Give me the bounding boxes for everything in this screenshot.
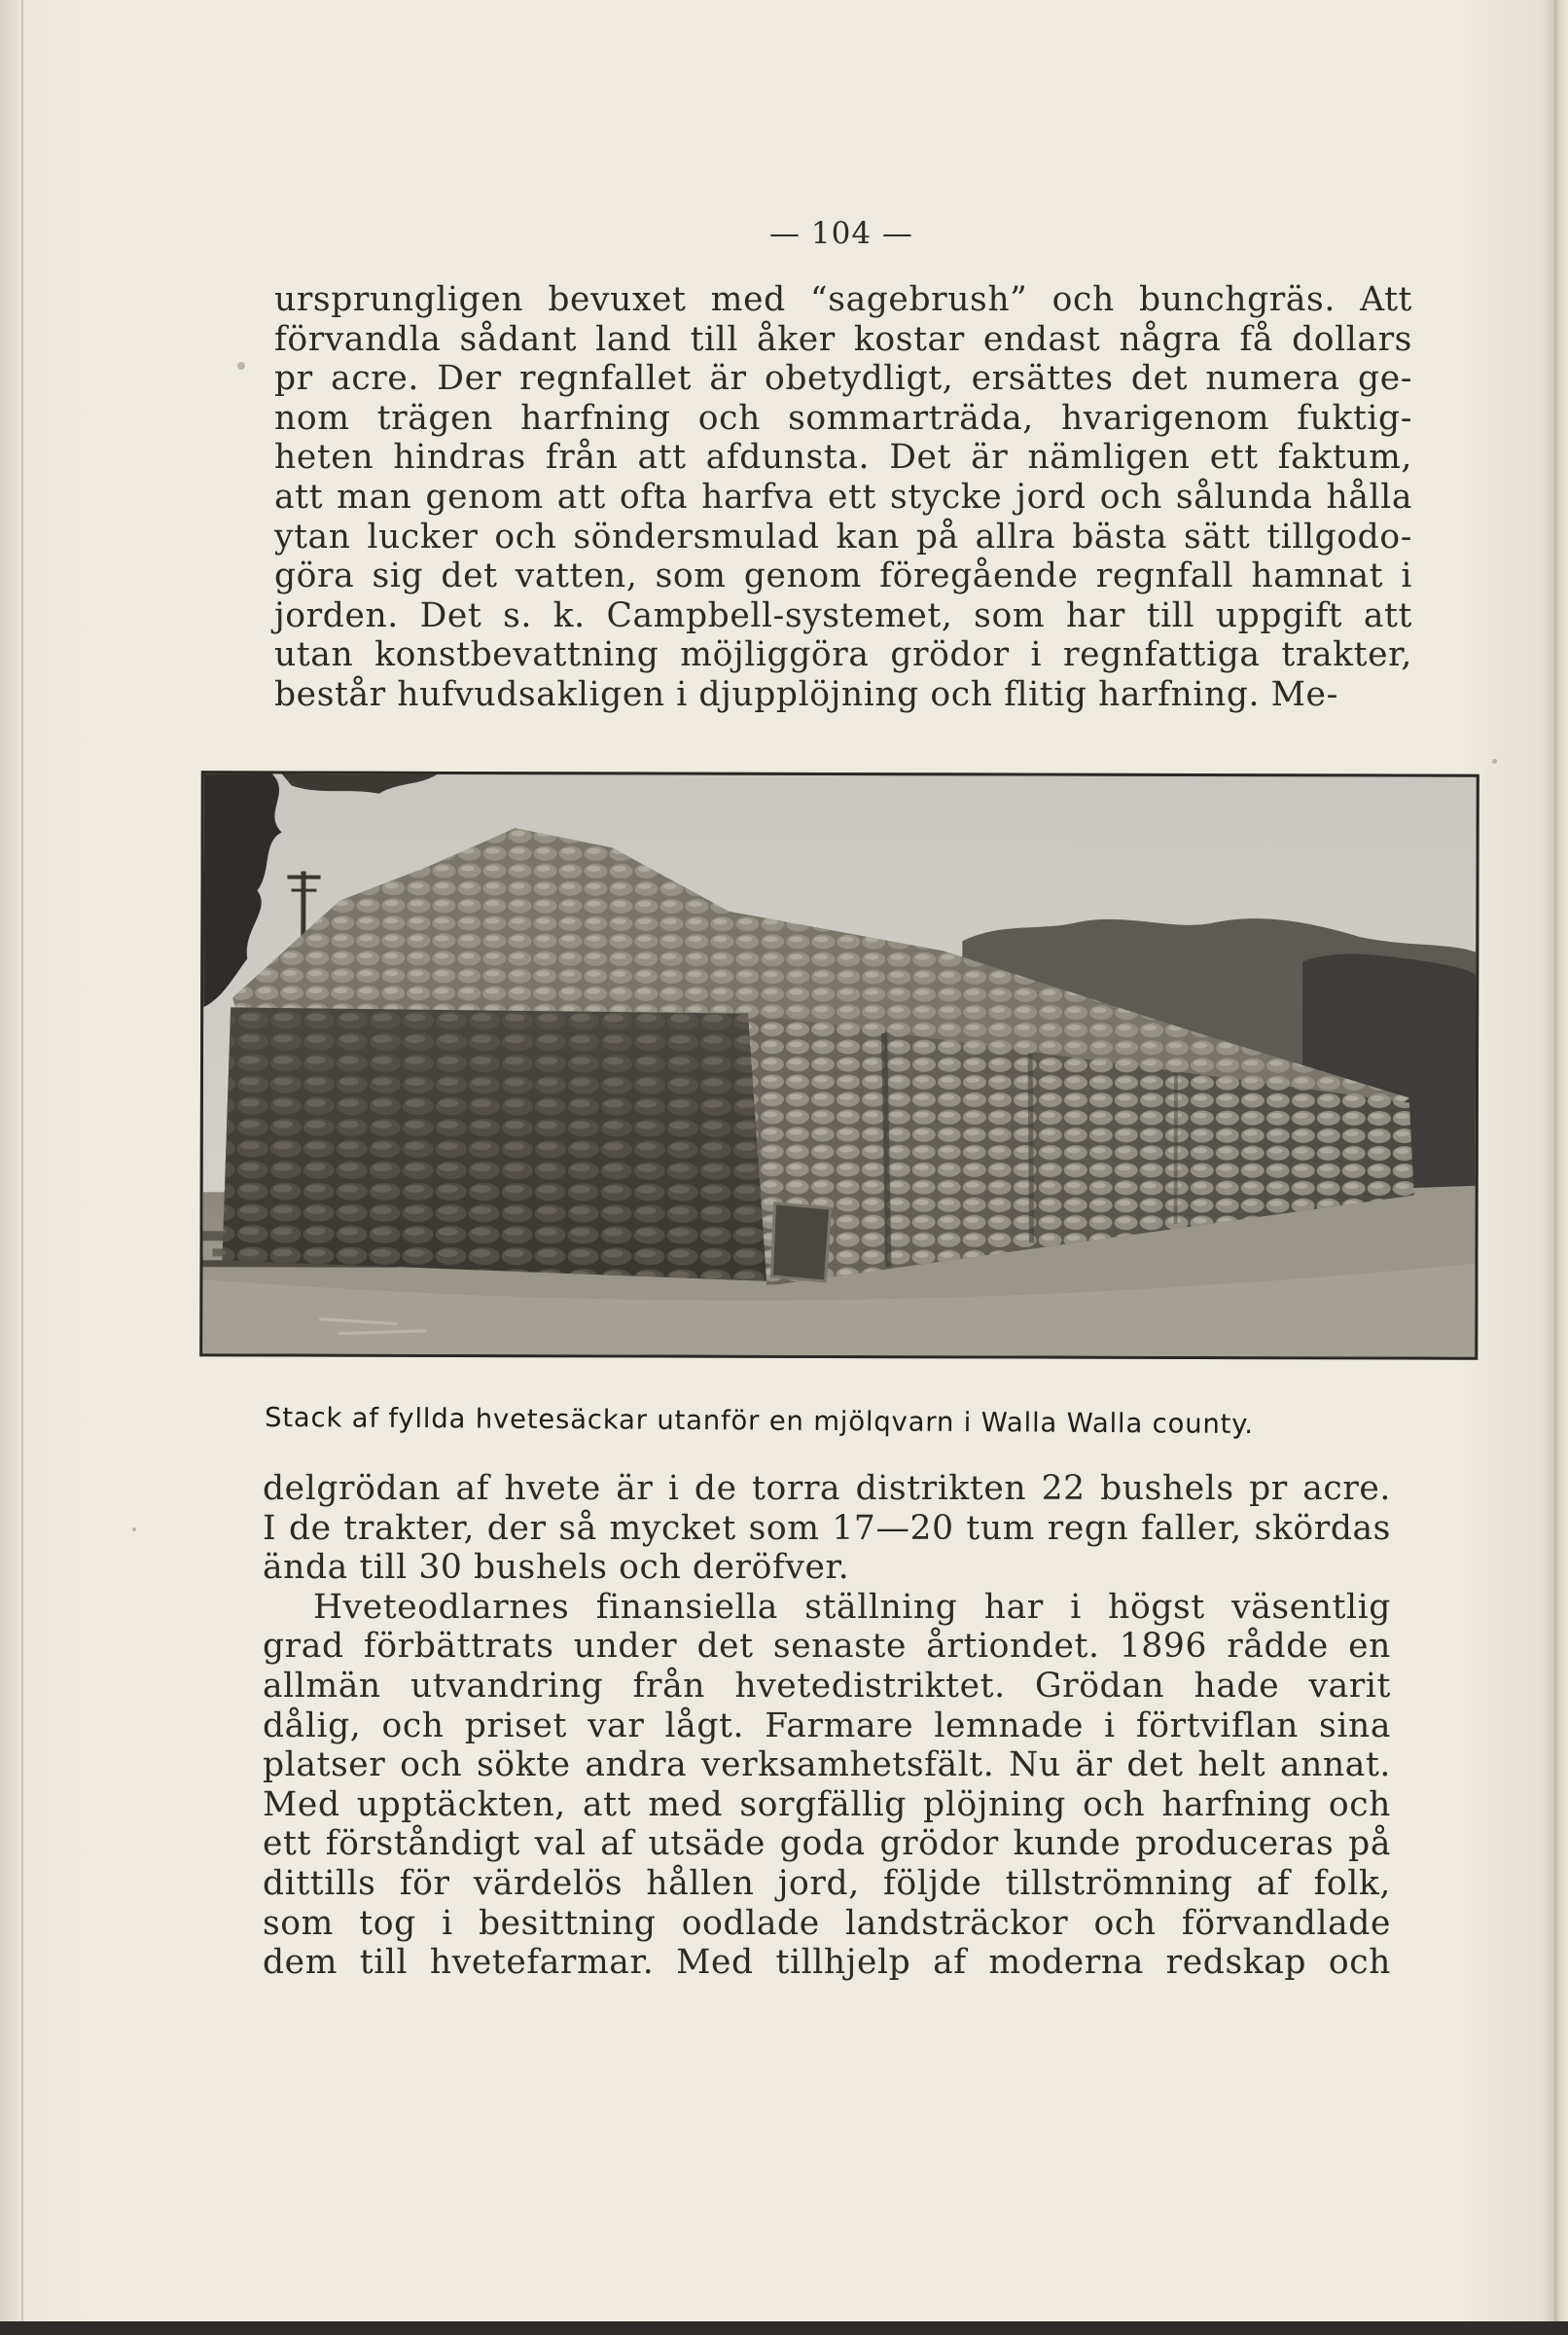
text-line: göra sig det vatten, som genom föregående regnfall hamnat i [274, 557, 1412, 596]
paper-speck [1492, 759, 1497, 764]
paper-speck [132, 1527, 136, 1531]
text-line: delgrödan af hvete är i de torra distrikten 22 bushels pr acre. [263, 1469, 1391, 1508]
photo-caption: Stack af fyllda hvetesäckar utanför en mjölqvarn i Walla Walla county. [264, 1401, 1255, 1441]
page-bottom-edge [0, 2321, 1568, 2335]
text-line: dem till hvetefarmar. Med tillhjelp af moderna redskap och [263, 1943, 1391, 1983]
binding-shadow [21, 0, 23, 2321]
text-line: som tog i besittning oodlade landsträckor och förvandlade [263, 1903, 1391, 1943]
paragraph-top [274, 280, 1412, 715]
text-line: jorden. Det s. k. Campbell-systemet, som har till uppgift att [274, 595, 1412, 635]
text-line: nom trägen harfning och sommarträda, hvarigenom fuktig- [274, 398, 1412, 438]
text-line: allmän utvandring från hvetedistriktet. Grödan hade varit [263, 1666, 1391, 1706]
text-line: Hveteodlarnes finansiella ställning har i högst väsentlig [313, 1587, 1391, 1627]
text-line: ända till 30 bushels och deröfver. [263, 1548, 850, 1588]
page-edge [1554, 0, 1568, 2335]
text-line: grad förbättrats under det senaste årtiondet. 1896 rådde en [263, 1627, 1391, 1667]
text-line: dittills för värdelös hållen jord, följde tillströmning af folk, [263, 1863, 1391, 1903]
text-line: förvandla sådant land till åker kostar endast några få dollars [274, 319, 1412, 359]
text-line: ursprungligen bevuxet med “sagebrush” och bunchgräs. Att [274, 280, 1412, 319]
text-line: att man genom att ofta harfva ett stycke jord och sålunda hålla [274, 477, 1412, 517]
text-line: I de trakter, der så mycket som 17—20 tum regn faller, skördas [263, 1508, 1391, 1548]
paragraph-bottom [263, 1469, 1391, 1983]
paper-speck [237, 362, 245, 370]
text-line: ett förståndigt val af utsäde goda grödor kunde produceras på [263, 1824, 1391, 1864]
text-line: dålig, och priset var lågt. Farmare lemnade i förtviflan sina [263, 1706, 1391, 1745]
text-line: heten hindras från att afdunsta. Det är nämligen ett faktum, [274, 438, 1412, 478]
text-line: ytan lucker och söndersmulad kan på allra bästa sätt tillgodo- [274, 517, 1412, 557]
text-line: pr acre. Der regnfallet är obetydligt, ersättes det numera ge- [274, 359, 1412, 399]
text-line: består hufvudsakligen i djupplöjning och flitig harfning. Me- [274, 674, 1338, 714]
text-line: platser och sökte andra verksamhetsfält. Nu är det helt annat. [263, 1745, 1391, 1785]
page-number: — 104 — [769, 216, 913, 251]
text-line: Med upptäckten, att med sorgfällig plöjning och harfning och [263, 1784, 1391, 1824]
text-line: utan konstbevattning möjliggöra grödor i regnfattiga trakter, [274, 635, 1412, 675]
photograph-icon [202, 773, 1477, 1356]
photograph [199, 771, 1479, 1359]
